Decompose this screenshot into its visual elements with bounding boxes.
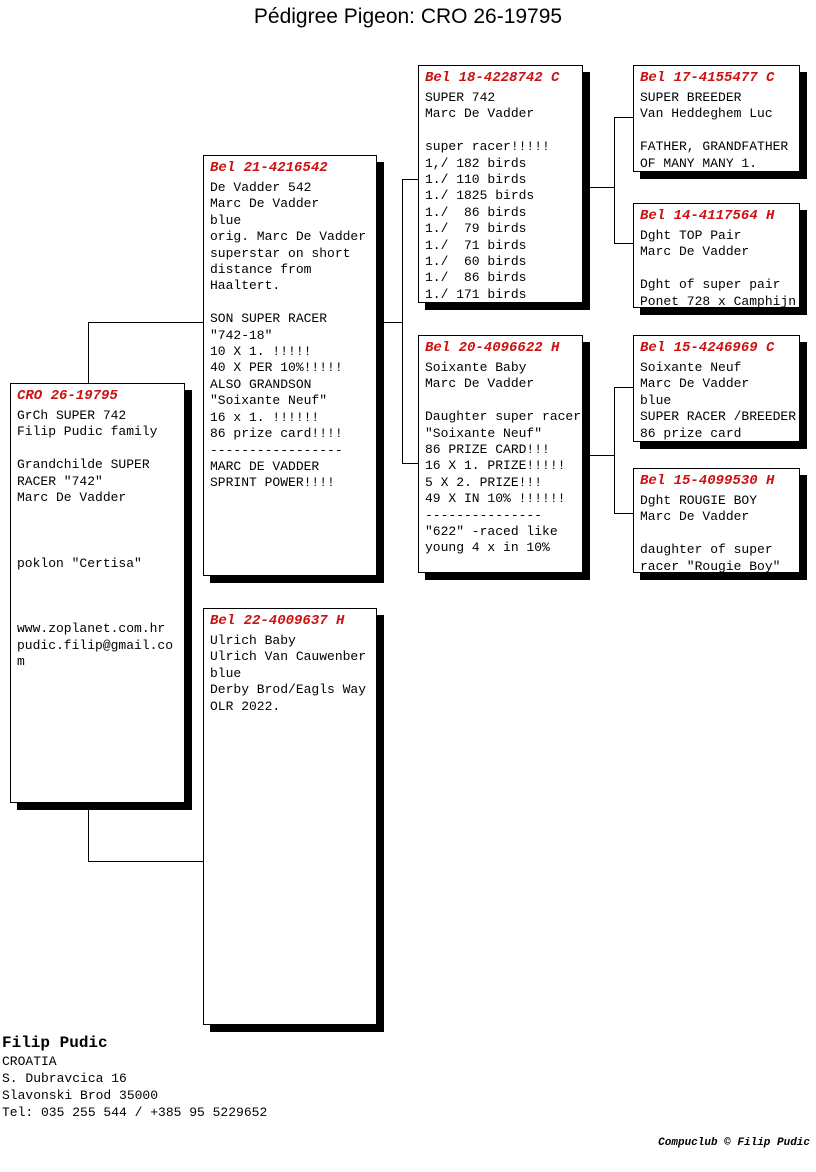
text-line: 1./ 86 birds [425, 204, 527, 220]
text-line: S. Dubravcica 16 [2, 1071, 127, 1086]
text-line [17, 539, 178, 555]
page-title: Pédigree Pigeon: CRO 26-19795 [253, 5, 563, 28]
text-line: "Soixante Neuf" [425, 425, 543, 441]
text-line [210, 295, 370, 311]
text-line: 86 prize card [640, 425, 742, 441]
text-line: Marc De Vadder [425, 376, 535, 392]
text-line: poklon "Certisa" [17, 555, 142, 571]
text-line: 1./ 71 birds [425, 237, 527, 253]
box-text [425, 360, 582, 557]
text-line: m [17, 654, 25, 670]
text-line: MARC DE VADDER [210, 458, 320, 474]
text-line: OLR 2022. [210, 698, 281, 714]
text-line: 5 X 2. PRIZE!!! [425, 474, 543, 490]
connector-line [614, 117, 633, 118]
pedigree-box-sire-sire-sire [633, 65, 800, 172]
text-line: 16 x 1. !!!!!! [210, 409, 320, 425]
text-line: super racer!!!!! [425, 139, 550, 155]
text-line: Marc De Vadder [425, 106, 535, 122]
connector-line [88, 803, 89, 862]
text-line: racer "Rougie Boy" [640, 558, 781, 574]
text-line: 86 PRIZE CARD!!! [425, 442, 550, 458]
text-line: 1./ 79 birds [425, 221, 527, 237]
text-line: Dght ROUGIE BOY [640, 493, 758, 508]
connector-line [614, 387, 633, 388]
text-line: 1./ 1825 birds [425, 188, 535, 204]
box-text [17, 408, 178, 671]
text-line: 16 X 1. PRIZE!!!!! [425, 458, 566, 474]
text-line: Grandchilde SUPER [17, 457, 150, 473]
text-line: Marc De Vadder [640, 244, 750, 260]
text-line: FATHER, GRANDFATHER [640, 139, 789, 155]
ring-number: Bel 22-4009637 H [210, 613, 345, 629]
text-line: daughter of super [640, 542, 773, 558]
text-line: 1,/ 182 birds [425, 155, 527, 171]
text-line [17, 588, 178, 604]
box-text [640, 493, 793, 575]
connector-line [402, 179, 418, 180]
box-text [425, 90, 576, 303]
ring-number: Bel 15-4246969 C [640, 340, 775, 356]
connector-line [88, 861, 203, 862]
pedigree-box-sire-sire-dam [633, 203, 800, 308]
text-line: Marc De Vadder [210, 196, 320, 212]
pedigree-box-sire-dam [418, 335, 583, 573]
text-line: blue [210, 665, 242, 681]
text-line [17, 441, 178, 457]
connector-line [88, 322, 203, 323]
text-line [640, 123, 793, 139]
pedigree-box-subject [10, 383, 185, 803]
text-line: "622" -raced like [425, 524, 558, 540]
text-line: pudic.filip@gmail.co [17, 637, 174, 653]
text-line: Daughter super racer [425, 409, 582, 425]
owner-block [2, 1033, 267, 1121]
text-line: Haaltert. [210, 278, 281, 294]
pedigree-box-dam [203, 608, 377, 1025]
ring-number: Bel 14-4117564 H [640, 208, 775, 224]
text-line [640, 526, 793, 542]
text-line: CROATIA [2, 1054, 57, 1069]
text-line: SON SUPER RACER [210, 311, 328, 327]
connector-line [377, 322, 403, 323]
text-line: ----------------- [210, 442, 343, 458]
text-line: De Vadder 542 [210, 180, 312, 195]
text-line [17, 605, 178, 621]
owner-address [2, 1053, 267, 1121]
text-line: Soixante Neuf [640, 360, 742, 375]
ring-number: Bel 17-4155477 C [640, 70, 775, 86]
text-line: blue [210, 212, 242, 228]
text-line: GrCh SUPER 742 [17, 408, 127, 423]
text-line [17, 572, 178, 588]
pedigree-box-sire [203, 155, 377, 576]
text-line: 49 X IN 10% !!!!!! [425, 491, 566, 507]
pedigree-box-sire-sire [418, 65, 583, 303]
text-line: 1./ 110 birds [425, 172, 527, 188]
text-line: Ulrich Van Cauwenber [210, 649, 367, 665]
text-line: Marc De Vadder [640, 376, 750, 392]
text-line: Marc De Vadder [640, 509, 750, 525]
text-line: Soixante Baby [425, 360, 527, 375]
text-line: Tel: 035 255 544 / +385 95 5229652 [2, 1105, 268, 1120]
text-line: 1./ 171 birds [425, 286, 527, 302]
text-line: --------------- [425, 507, 543, 523]
connector-line [583, 455, 615, 456]
pedigree-box-sire-dam-dam [633, 468, 800, 573]
text-line: Dght TOP Pair [640, 228, 742, 243]
text-line: 86 prize card!!!! [210, 426, 343, 442]
box-text [210, 180, 370, 492]
text-line: young 4 x in 10% [425, 540, 550, 556]
box-text [640, 360, 797, 442]
box-text [640, 90, 793, 172]
connector-line [614, 243, 633, 244]
text-line: SPRINT POWER!!!! [210, 475, 335, 491]
connector-line [583, 187, 615, 188]
text-line [425, 393, 576, 409]
text-line: www.zoplanet.com.hr [17, 621, 166, 637]
connector-line [614, 117, 615, 244]
text-line: superstar on short [210, 245, 351, 261]
owner-name: Filip Pudic [2, 1034, 108, 1052]
text-line [17, 523, 178, 539]
text-line: Marc De Vadder [17, 490, 127, 506]
connector-line [402, 463, 418, 464]
text-line: OF MANY MANY 1. [640, 155, 758, 171]
connector-line [88, 322, 89, 383]
software-credit: Compuclub © Filip Pudic [658, 1137, 810, 1149]
connector-line [614, 513, 633, 514]
text-line: SUPER 742 [425, 90, 496, 105]
text-line: Derby Brod/Eagls Way [210, 682, 367, 698]
text-line: blue [640, 392, 672, 408]
text-line: RACER "742" [17, 473, 103, 489]
text-line: SUPER BREEDER [640, 90, 742, 105]
ring-number: CRO 26-19795 [17, 388, 118, 404]
text-line: Filip Pudic family [17, 424, 158, 440]
text-line: Slavonski Brod 35000 [2, 1088, 159, 1103]
ring-number: Bel 20-4096622 H [425, 340, 560, 356]
text-line: "742-18" [210, 327, 273, 343]
text-line: Van Heddeghem Luc [640, 106, 773, 122]
text-line: Ponet 728 x Camphijn [640, 293, 797, 309]
text-line: 10 X 1. !!!!! [210, 344, 312, 360]
text-line [425, 123, 576, 139]
text-line: distance from [210, 262, 312, 278]
ring-number: Bel 18-4228742 C [425, 70, 560, 86]
text-line [17, 506, 178, 522]
ring-number: Bel 21-4216542 [210, 160, 328, 176]
box-text [640, 228, 797, 310]
text-line: Dght of super pair [640, 277, 781, 293]
text-line: 1./ 86 birds [425, 270, 527, 286]
pedigree-box-sire-dam-sire [633, 335, 800, 442]
text-line: SUPER RACER /BREEDER [640, 409, 797, 425]
ring-number: Bel 15-4099530 H [640, 473, 775, 489]
text-line: Ulrich Baby [210, 633, 296, 648]
text-line: "Soixante Neuf" [210, 393, 328, 409]
text-line: 40 X PER 10%!!!!! [210, 360, 343, 376]
text-line: ALSO GRANDSON [210, 376, 312, 392]
text-line: orig. Marc De Vadder [210, 229, 367, 245]
box-text [210, 633, 370, 715]
text-line: 1./ 60 birds [425, 254, 527, 270]
text-line [640, 261, 793, 277]
connector-line [402, 179, 403, 464]
connector-line [614, 387, 615, 514]
